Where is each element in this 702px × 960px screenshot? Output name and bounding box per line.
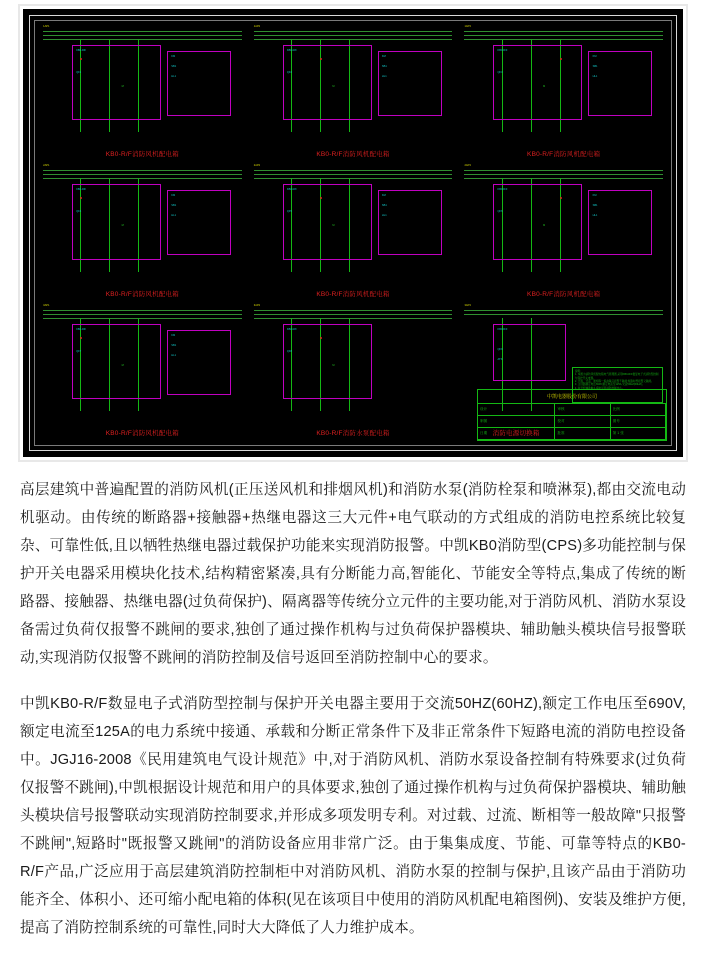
device-label: KB0-R/F: [76, 327, 87, 331]
article-paragraph: 高层建筑中普遍配置的消防风机(正压送风机和排烟风机)和消防水泵(消防栓泵和喷淋泵),都由交流电动机驱动。由传统的断路器+接触器+热继电器这三大元件+电气联动的方式组成的消防电控系统比较复杂、可靠性低,且以牺牲热继电器过载保护功能来实现消防报警。中凯KB0消防型(CPS)多功能控制与保护开关电器采用模块化技术,结构精密紧凑,具有分断能力高,智能化、节能安全等特点,集成了传统的断路器、接触器、热继电器(过负荷保护)、隔离器等传统分立元件的主要功能,对于消防风机、消防水泵设备需过负荷仅报警不跳闸的要求,独创了通过操作机构与过负荷保护器模块、辅助触头模块信号报警联动,实现消防仅报警不跳闸的消防控制及信号返回至消防控制中心的要求。: [20, 482, 686, 666]
motor-label: M: [332, 85, 335, 88]
device-block: [493, 184, 582, 259]
bus-line: [43, 310, 241, 311]
title-block-grid: [478, 404, 666, 440]
article-body: [0, 462, 702, 960]
article-paragraph: 中凯KB0-R/F数显电子式消防型控制与保护开关电器主要用于交流50HZ(60HZ),额定工作电压至690V,额定电流至125A的电力系统中接通、承载和分断正常条件下及非正常条件下短路电流的消防电控设备中。JGJ16-2008《民用建筑电气设计规范》中,对于消防风机、消防水泵设备控制有特殊要求(过负荷仅报警不跳闸),中凯根据设计规范和用户的具体要求,独创了通过操作机构与过负荷保护器模块、辅助触头模块信号报警联动实现消防控制要求,并形成多项发明专利。对过载、过流、断相等一般故障"只报警不跳闸",短路时"既报警又跳闸"的消防设备应用非常广泛。由于集集成度、节能、可靠等特点的KB0-R/F产品,广泛应用于高层建筑消防控制柜中对消防风机、消防水泵的控制与保护,且该产品由于消防功能齐全、体积小、还可缩小配电箱的体积(见在该项目中使用的消防风机配电箱图例)、安装及维护方便,提高了消防控制系统的可靠性,同时大大降低了人力维护成本。: [20, 696, 686, 936]
cell-tag: 3AP3: [464, 303, 471, 307]
cell-caption: KB0-R/F消防风机配电箱: [316, 151, 390, 159]
title-block-cell: 批准: [555, 428, 610, 440]
bus-line: [43, 170, 241, 171]
control-block: [167, 190, 231, 255]
cad-drawing-canvas: [23, 9, 683, 457]
schematic-cell: [460, 25, 667, 162]
bus-line: [254, 39, 452, 40]
schematic-cell: [460, 164, 667, 301]
junction-dot: [320, 58, 322, 60]
article-page: [0, 4, 702, 960]
bus-line: [43, 314, 241, 315]
bus-line: [43, 318, 241, 319]
device-label: SB1: [381, 65, 387, 68]
device-label: QF6: [497, 210, 503, 214]
junction-dot: [320, 337, 322, 339]
device-label: KM: [171, 55, 176, 58]
device-label: KM: [592, 55, 597, 58]
title-block-cell: 第 1 张: [611, 428, 666, 440]
schematic-cell: [250, 304, 457, 441]
control-block: [378, 51, 442, 116]
device-label: HL1: [592, 75, 598, 78]
schematic-cell: [250, 164, 457, 301]
device-block: [493, 324, 565, 381]
bus-line: [43, 35, 241, 36]
cell-caption: KB0-R/F消防水泵配电箱: [316, 429, 390, 437]
bus-line: [43, 39, 241, 40]
control-block: [167, 330, 231, 395]
device-label: ATS: [497, 357, 503, 361]
cell-caption: KB0-R/F消防风机配电箱: [105, 290, 179, 298]
company-name: 中凯电器股份有限公司: [478, 390, 666, 404]
device-block: [72, 45, 161, 120]
bus-line: [464, 314, 662, 315]
title-block-cell: 日期: [478, 428, 555, 440]
title-block-cell: 审核: [555, 404, 610, 416]
control-block: [167, 51, 231, 116]
device-label: SB1: [171, 343, 177, 347]
device-label: QF8: [286, 349, 292, 353]
device-label: KM: [381, 55, 386, 58]
title-block-cell: 图号: [611, 416, 666, 428]
bus-line: [254, 310, 452, 311]
motor-label: M: [121, 363, 124, 367]
device-label: HL1: [171, 353, 177, 357]
schematic-cell: [39, 164, 246, 301]
bus-line: [464, 310, 662, 311]
notes-heading: 说明:: [574, 369, 581, 373]
device-label: HL1: [381, 75, 387, 78]
cell-tag: 3AP2: [253, 303, 261, 307]
title-block-cell: 比例: [611, 404, 666, 416]
device-label: KB0-R/F: [76, 188, 87, 192]
notes-line: 4. 信号经辅助触头模块返回消防控制中心。: [574, 386, 625, 390]
bus-line: [464, 178, 662, 179]
device-label: HL1: [171, 214, 177, 218]
device-label: SB1: [171, 204, 177, 208]
cell-caption: KB0-R/F消防风机配电箱: [105, 429, 179, 437]
device-label: KB0-R/F: [286, 188, 297, 192]
control-block: [588, 51, 652, 116]
device-label: KB0-R/F: [497, 49, 508, 52]
bus-line: [464, 174, 662, 175]
device-label: SB1: [592, 204, 598, 208]
device-label: KM: [171, 333, 176, 337]
cell-caption: 消防电源切换箱: [492, 429, 540, 437]
device-label: KB0-R/F: [497, 327, 508, 331]
bus-line: [43, 31, 241, 32]
bus-line: [464, 31, 662, 32]
device-label: KM: [171, 194, 176, 198]
cell-tag: 1AP1: [43, 25, 50, 28]
schematic-cell: [39, 25, 246, 162]
bus-line: [254, 318, 452, 319]
motor-label: M: [332, 224, 335, 228]
device-block: [283, 184, 372, 259]
title-block-cell: 设计: [478, 404, 555, 416]
device-label: HL1: [592, 214, 598, 218]
device-label: KM: [592, 194, 597, 198]
motor-label: M: [121, 224, 124, 228]
cell-tag: 1AP3: [464, 25, 471, 28]
schematic-cell: [39, 304, 246, 441]
bus-line: [464, 170, 662, 171]
control-block: [378, 190, 442, 255]
device-block: [283, 324, 372, 399]
title-block-cell: 校对: [555, 416, 610, 428]
bus-line: [254, 35, 452, 36]
device-block: [72, 324, 161, 399]
device-label: QF2: [286, 71, 292, 74]
cell-tag: 2AP2: [253, 164, 261, 168]
bus-line: [254, 178, 452, 179]
device-label: QF5: [286, 210, 292, 214]
device-label: KB0-R/F: [497, 188, 508, 192]
cell-tag: 3AP1: [43, 303, 50, 307]
device-label: SB1: [171, 65, 177, 68]
bus-line: [464, 35, 662, 36]
device-label: QF3: [497, 71, 503, 74]
bus-line: [254, 170, 452, 171]
cell-tag: 1AP2: [253, 25, 261, 28]
device-label: QF1: [76, 71, 82, 74]
motor-label: M: [542, 224, 546, 228]
cell-tag: 2AP1: [43, 164, 50, 168]
schematic-grid: [39, 25, 667, 441]
device-label: KB0-R/F: [286, 49, 297, 52]
device-label: HL1: [171, 75, 177, 78]
bus-line: [254, 174, 452, 175]
device-label: QF9: [497, 347, 503, 351]
notes-line: 2. 过载、过流、断相等一般故障只报警不跳闸;短路时既报警又跳闸。: [574, 379, 654, 383]
title-block-cell: 制图: [478, 416, 555, 428]
bus-line: [464, 39, 662, 40]
bus-line: [254, 31, 452, 32]
cell-caption: KB0-R/F消防风机配电箱: [527, 290, 601, 298]
device-label: KB0-R/F: [286, 327, 297, 331]
motor-label: M: [121, 85, 124, 88]
device-block: [283, 45, 372, 120]
bus-line: [254, 314, 452, 315]
motor-label: M: [542, 85, 546, 88]
junction-dot: [560, 58, 562, 60]
device-label: SB1: [381, 204, 387, 208]
notes-line: 1. 本图为消防风机配电箱电气原理图,采用KB0-R/F数显电子式消防型控制与保护开关电器。: [574, 373, 659, 380]
device-block: [493, 45, 582, 120]
device-label: KM: [381, 194, 386, 198]
device-label: HL1: [381, 214, 387, 218]
cell-caption: KB0-R/F消防风机配电箱: [527, 151, 601, 159]
schematic-figure: [18, 4, 688, 462]
device-label: KB0-R/F: [76, 49, 87, 52]
cell-caption: KB0-R/F消防风机配电箱: [105, 151, 179, 159]
notes-line: 3. 主回路额定电压690V,额定电流至125A,交流50HZ(60HZ)。: [574, 383, 645, 387]
cell-caption: KB0-R/F消防风机配电箱: [316, 290, 390, 298]
control-block: [588, 190, 652, 255]
motor-label: M: [332, 363, 335, 367]
device-label: SB1: [592, 65, 598, 68]
device-block: [72, 184, 161, 259]
bus-line: [43, 178, 241, 179]
device-label: QF7: [76, 349, 82, 353]
bus-line: [43, 174, 241, 175]
device-label: QF4: [76, 210, 82, 214]
schematic-cell: [250, 25, 457, 162]
cell-tag: 2AP3: [464, 164, 471, 168]
